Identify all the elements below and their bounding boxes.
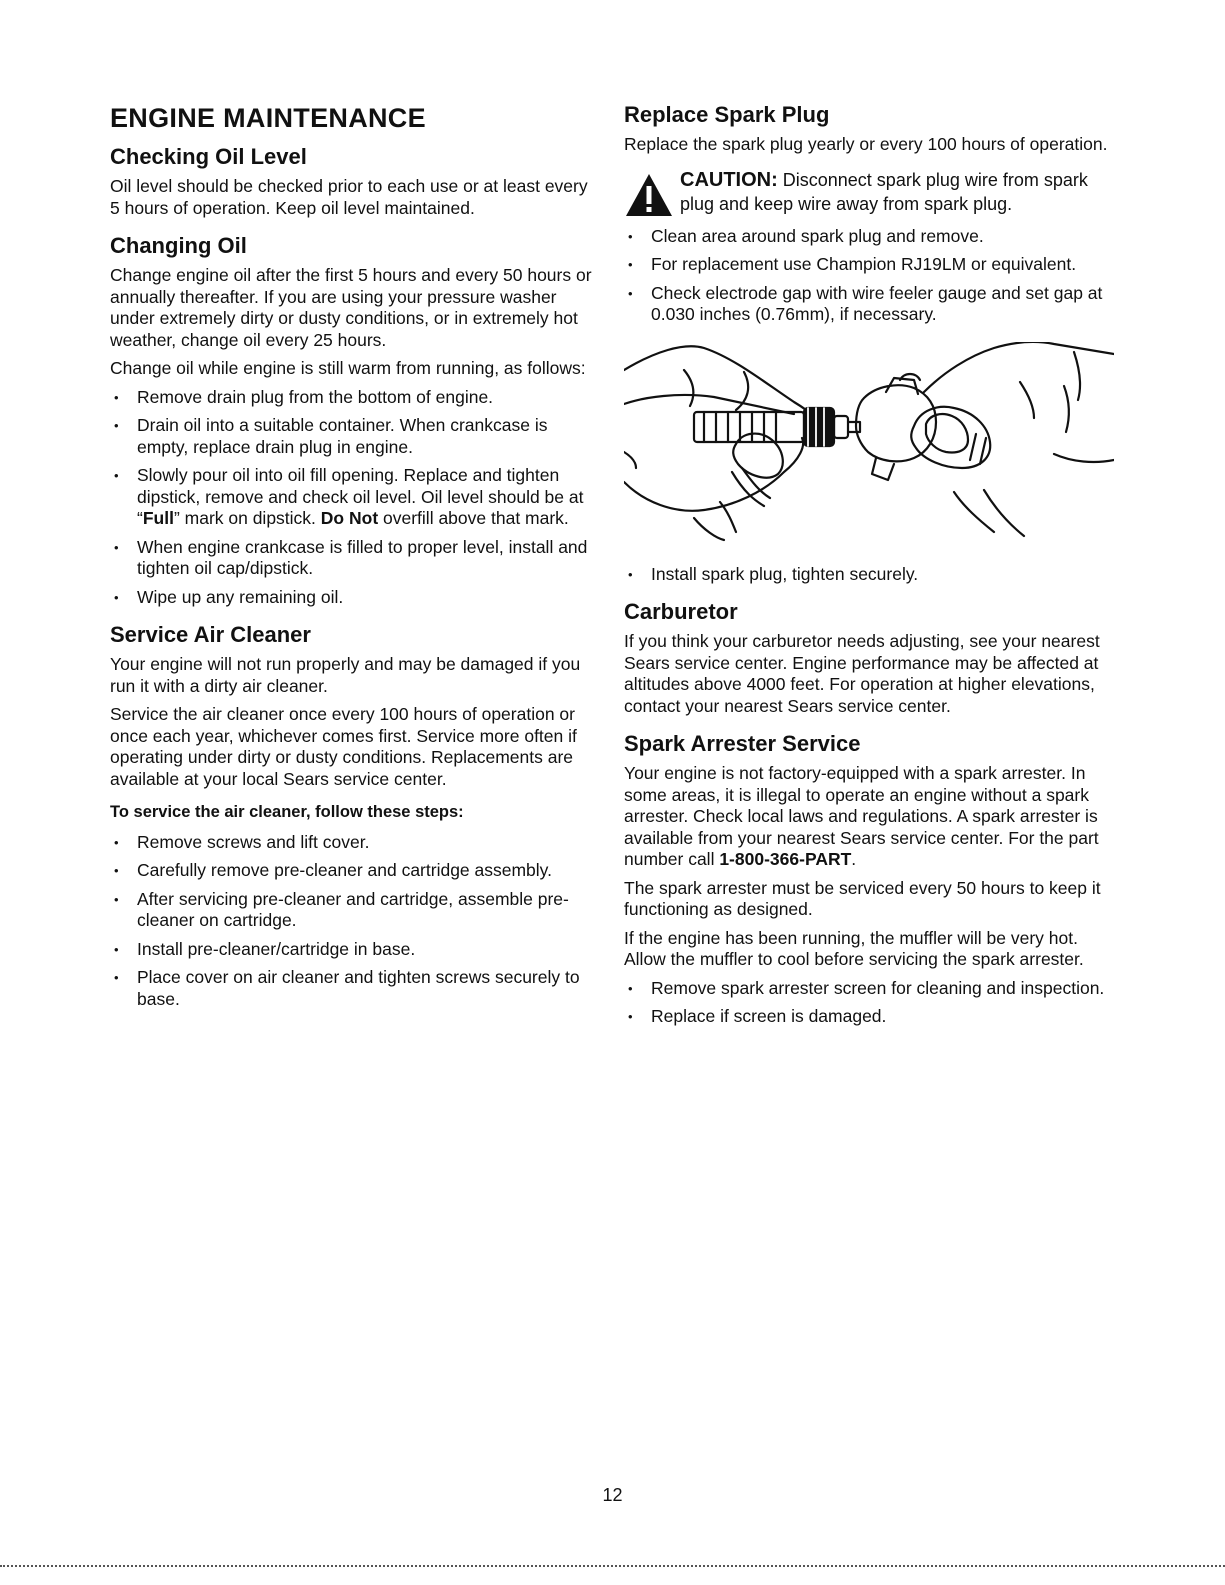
install-step <box>624 564 1114 586</box>
right-column <box>624 100 1114 1035</box>
list-item: • Remove screws and lift cover. <box>110 832 595 854</box>
spark-plug-heading: Replace Spark Plug <box>624 102 830 127</box>
carburetor-heading: Carburetor <box>624 599 738 624</box>
list-item: • Clean area around spark plug and remove. <box>624 226 1114 248</box>
air-cleaner-body-1: Your engine will not run properly and may be damaged if you run it with a dirty air cleaner. <box>110 654 581 696</box>
spark-arrester-body-2: The spark arrester must be serviced every 50 hours to keep it functioning as designed. <box>624 877 1101 919</box>
carburetor-body: If you think your carburetor needs adjusting, see your nearest Sears service center. Engine performance may be affected at altitudes above 4000 feet. For operation at higher elevations, contact your nearest Sears service center. <box>624 631 1100 716</box>
checking-oil-heading: Checking Oil Level <box>110 144 307 169</box>
warning-triangle-icon <box>624 172 674 218</box>
page-title: ENGINE MAINTENANCE <box>110 103 426 133</box>
list-item: • When engine crankcase is filled to proper level, install and tighten oil cap/dipstick. <box>110 537 595 580</box>
changing-oil-body-2: Change oil while engine is still warm from running, as follows: <box>110 358 586 378</box>
spark-arrester-body-1 <box>624 763 1114 871</box>
air-cleaner-body-2: Service the air cleaner once every 100 hours of operation or once each year, whichever comes first. Service more often if operating under dirty or dusty conditions. Replacements are available at your local Sears service center. <box>110 704 577 789</box>
list-item: • Install spark plug, tighten securely. <box>624 564 1114 586</box>
list-item-text: overfill above that mark. <box>378 508 569 528</box>
spark-arrester-body-3: If the engine has been running, the muffler will be very hot. Allow the muffler to cool before servicing the spark arrester. <box>624 927 1084 969</box>
caution-message: Disconnect spark plug wire from spark plug and keep wire away from spark plug. <box>680 169 1088 214</box>
page-number: 12 <box>602 1485 623 1505</box>
spark-arrester-body-1-text: Your engine is not factory-equipped with a spark arrester. In some areas, it is illegal to operate an engine without a spark arrester. Check local laws and regulations. A spark arrester is available from your nearest Sears service center. For the part number call <box>624 763 1099 869</box>
list-item: • Replace if screen is damaged. <box>624 1006 1114 1028</box>
caution-text <box>680 168 1114 216</box>
caution-notice <box>624 168 1114 216</box>
air-cleaner-steps <box>110 832 595 1011</box>
list-item-text: Slowly pour oil into oil fill opening. Replace and tighten dipstick, remove and check oil level. Oil level should be at “ <box>137 465 584 528</box>
spark-plug-body: Replace the spark plug yearly or every 100 hours of operation. <box>624 134 1108 154</box>
changing-oil-steps <box>110 387 595 609</box>
air-cleaner-heading: Service Air Cleaner <box>110 622 311 647</box>
list-item: • Remove drain plug from the bottom of engine. <box>110 387 595 409</box>
spark-plug-steps <box>624 226 1114 326</box>
list-item: • Drain oil into a suitable container. When crankcase is empty, replace drain plug in engine. <box>110 415 595 458</box>
phone-number: 1-800-366-PART <box>719 849 852 869</box>
do-not-text: Do Not <box>320 508 379 528</box>
air-cleaner-steps-heading: To service the air cleaner, follow these steps: <box>110 803 464 821</box>
list-item: • Wipe up any remaining oil. <box>110 587 595 609</box>
bottom-divider <box>0 1565 1225 1567</box>
list-item: • Install pre-cleaner/cartridge in base. <box>110 939 595 961</box>
spark-arrester-heading: Spark Arrester Service <box>624 731 861 756</box>
full-mark-text: Full <box>142 508 174 528</box>
changing-oil-heading: Changing Oil <box>110 233 247 258</box>
checking-oil-body: Oil level should be checked prior to each use or at least every 5 hours of operation. Keep oil level maintained. <box>110 176 588 218</box>
left-column <box>110 100 595 1017</box>
list-item <box>110 465 595 530</box>
changing-oil-body-1: Change engine oil after the first 5 hours and every 50 hours or annually thereafter. If you are using your pressure washer under extremely dirty or dusty conditions, or in extremely hot weather, change oil every 25 hours. <box>110 265 592 350</box>
list-item: • After servicing pre-cleaner and cartridge, assemble pre-cleaner on cartridge. <box>110 889 595 932</box>
list-item: • Remove spark arrester screen for cleaning and inspection. <box>624 978 1114 1000</box>
spark-arrester-body-1-end: . <box>851 849 857 869</box>
list-item: • Carefully remove pre-cleaner and cartridge assembly. <box>110 860 595 882</box>
list-item: • Check electrode gap with wire feeler gauge and set gap at 0.030 inches (0.76mm), if necessary. <box>624 283 1114 326</box>
spark-arrester-steps <box>624 978 1114 1028</box>
list-item: • For replacement use Champion RJ19LM or equivalent. <box>624 254 1114 276</box>
caution-label: CAUTION: <box>680 168 778 191</box>
list-item-text: ” mark on dipstick. <box>173 508 321 528</box>
spark-plug-gap-illustration <box>624 342 1114 552</box>
list-item: • Place cover on air cleaner and tighten screws securely to base. <box>110 967 595 1010</box>
